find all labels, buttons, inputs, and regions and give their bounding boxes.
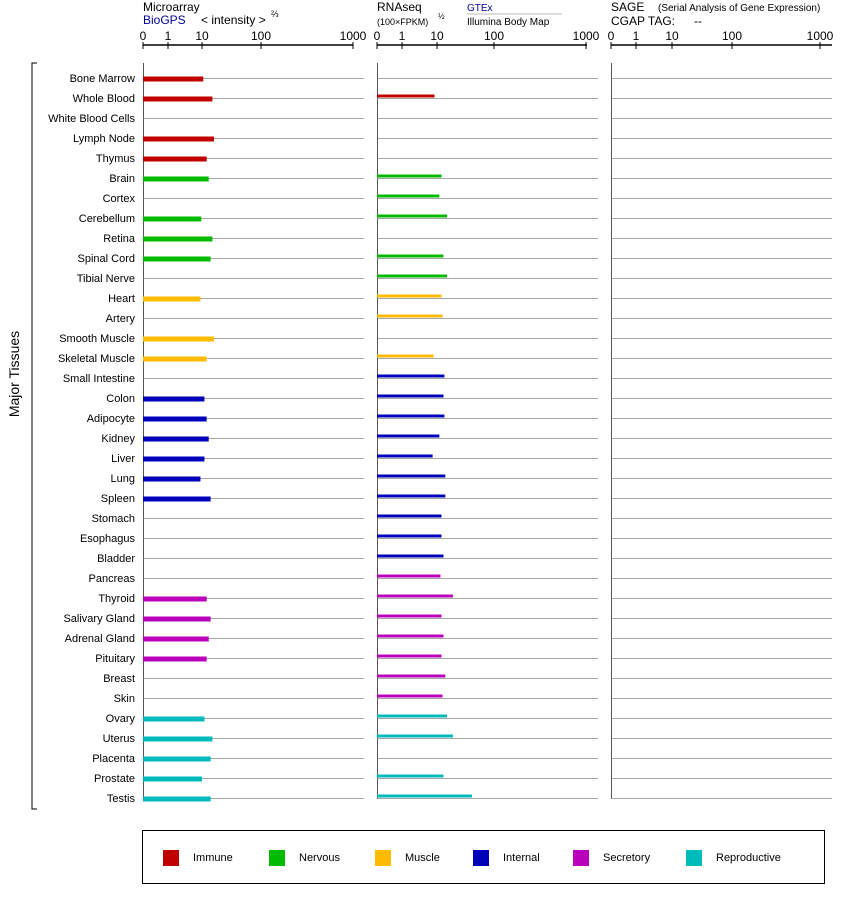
tissue-label: Kidney	[101, 433, 135, 445]
bar-rnaseq-liver	[377, 455, 433, 458]
bar-microarray-adrenal-gland	[143, 637, 209, 642]
tissue-label: Uterus	[102, 733, 135, 745]
legend-label: Internal	[503, 852, 540, 864]
bar-microarray-placenta	[143, 757, 211, 762]
tissue-label: Esophagus	[79, 533, 135, 545]
tissue-labels	[48, 73, 136, 805]
bar-rnaseq-skeletal-muscle	[377, 355, 434, 358]
bar-microarray-pituitary	[143, 657, 207, 662]
legend-item-nervous	[269, 850, 340, 866]
microarray-tick-label: 1	[164, 29, 172, 43]
bar-microarray-skeletal-muscle	[143, 357, 207, 362]
tissue-label: Brain	[109, 173, 135, 185]
tissue-label: Prostate	[94, 773, 135, 785]
bar-rnaseq-esophagus	[377, 535, 442, 538]
bar-rnaseq-prostate	[377, 775, 443, 778]
bar-rnaseq-stomach	[377, 515, 442, 518]
bar-rnaseq-cortex	[377, 195, 439, 198]
tissue-label: White Blood Cells	[48, 113, 135, 125]
sage-subtitle: (Serial Analysis of Gene Expression)	[658, 3, 821, 14]
bar-rnaseq-bladder	[377, 555, 443, 558]
sage-tick-label: 10	[665, 29, 679, 43]
sage-tick-label: 1000	[806, 29, 834, 43]
bar-microarray-liver	[143, 457, 204, 462]
tissue-label: Skin	[113, 693, 135, 705]
tissue-label: Adrenal Gland	[64, 633, 135, 645]
bar-rnaseq-pituitary	[377, 655, 442, 658]
rnaseq-tick-label: 1000	[572, 29, 600, 43]
bar-microarray-smooth-muscle	[143, 337, 214, 342]
sage-tick-label: 100	[721, 29, 743, 43]
bar-microarray-testis	[143, 797, 211, 802]
legend-label: Nervous	[299, 852, 340, 864]
bar-rnaseq-brain	[377, 175, 442, 178]
rnaseq-unit: (100×FPKM)	[377, 17, 429, 27]
tissue-label: Lymph Node	[73, 133, 135, 145]
bar-rnaseq-tibial-nerve	[377, 275, 447, 278]
tissue-label: Retina	[103, 233, 135, 245]
bar-microarray-heart	[143, 297, 200, 302]
bar-rnaseq-cerebellum	[377, 215, 447, 218]
bar-microarray-retina	[143, 237, 212, 242]
tissue-label: Adipocyte	[86, 413, 135, 425]
bar-rnaseq-breast	[377, 675, 445, 678]
bar-microarray-spinal-cord	[143, 257, 211, 262]
tissue-label: Heart	[108, 293, 135, 305]
bar-rnaseq-testis	[377, 795, 472, 798]
legend-label: Immune	[193, 852, 233, 864]
sage-tag-value: --	[694, 14, 702, 28]
legend-item-immune	[163, 850, 233, 866]
tissue-label: Colon	[106, 393, 135, 405]
bar-microarray-prostate	[143, 777, 202, 782]
sage-title: SAGE	[611, 0, 645, 14]
bar-microarray-lymph-node	[143, 137, 214, 142]
tissue-label: Artery	[105, 313, 135, 325]
microarray-title: Microarray	[143, 0, 200, 14]
legend-label: Secretory	[603, 852, 651, 864]
row-gridlines	[143, 79, 832, 799]
microarray-unit: < intensity >	[201, 13, 266, 27]
bar-rnaseq-salivary-gland	[377, 615, 442, 618]
bar-rnaseq-skin	[377, 695, 443, 698]
rnaseq-unit-exp: ½	[438, 12, 445, 21]
bar-rnaseq-thyroid	[377, 595, 453, 598]
tissue-label: Thymus	[95, 153, 135, 165]
bar-microarray-salivary-gland	[143, 617, 211, 622]
legend	[142, 830, 825, 884]
bar-microarray-thyroid	[143, 597, 207, 602]
microarray-tick-label: 100	[250, 29, 272, 43]
rnaseq-source-illumina[interactable]: Illumina Body Map	[467, 17, 550, 28]
bar-rnaseq-adrenal-gland	[377, 635, 443, 638]
legend-swatch	[269, 850, 285, 866]
legend-label: Reproductive	[716, 852, 781, 864]
legend-swatch	[473, 850, 489, 866]
legend-swatch	[686, 850, 702, 866]
legend-item-internal	[473, 850, 540, 866]
bar-rnaseq-heart	[377, 295, 442, 298]
bar-microarray-thymus	[143, 157, 207, 162]
bar-rnaseq-kidney	[377, 435, 439, 438]
legend-item-muscle	[375, 850, 440, 866]
sage-tag-label: CGAP TAG:	[611, 14, 676, 28]
bar-microarray-colon	[143, 397, 204, 402]
microarray-source[interactable]: BioGPS	[143, 13, 186, 27]
bar-rnaseq-lung	[377, 475, 445, 478]
tissue-label: Cortex	[102, 193, 135, 205]
tissue-label: Liver	[111, 453, 135, 465]
bar-rnaseq-whole-blood	[377, 95, 435, 98]
legend-item-secretory	[573, 850, 650, 866]
tissue-label: Skeletal Muscle	[57, 353, 135, 365]
bar-rnaseq-spinal-cord	[377, 255, 443, 258]
sage-tick-label: 0	[607, 29, 615, 43]
tissue-label: Smooth Muscle	[59, 333, 135, 345]
bar-microarray-adipocyte	[143, 417, 207, 422]
tissue-label: Pituitary	[95, 653, 135, 665]
tissue-label: Lung	[110, 473, 135, 485]
expression-bars	[143, 77, 472, 802]
tissue-label: Ovary	[105, 713, 135, 725]
bar-microarray-kidney	[143, 437, 209, 442]
y-group-label: Major Tissues	[6, 330, 22, 418]
tissue-label: Breast	[103, 673, 135, 685]
legend-swatch	[573, 850, 589, 866]
tissue-label: Testis	[106, 793, 135, 805]
tissue-label: Bladder	[97, 553, 135, 565]
y-group-bracket	[32, 63, 37, 809]
legend-item-reproductive	[686, 850, 781, 866]
bar-microarray-uterus	[143, 737, 212, 742]
bar-rnaseq-spleen	[377, 495, 445, 498]
rnaseq-tick-label: 1	[398, 29, 406, 43]
tissue-label: Tibial Nerve	[76, 273, 135, 285]
microarray-unit-exp: ⅔	[271, 9, 279, 19]
legend-swatch	[163, 850, 179, 866]
bar-microarray-whole-blood	[143, 97, 212, 102]
bar-microarray-ovary	[143, 717, 204, 722]
rnaseq-title: RNAseq	[377, 0, 422, 14]
tissue-label: Pancreas	[88, 573, 135, 585]
sage-tick-label: 1	[632, 29, 640, 43]
microarray-tick-label: 10	[195, 29, 209, 43]
bar-rnaseq-colon	[377, 395, 443, 398]
rnaseq-tick-label: 10	[430, 29, 444, 43]
bar-rnaseq-artery	[377, 315, 443, 318]
bar-rnaseq-small-intestine	[377, 375, 444, 378]
tissue-label: Spleen	[100, 493, 135, 505]
bar-microarray-lung	[143, 477, 200, 482]
tissue-label: Stomach	[91, 513, 135, 525]
bar-rnaseq-uterus	[377, 735, 453, 738]
bar-microarray-brain	[143, 177, 209, 182]
tissue-label: Bone Marrow	[69, 73, 135, 85]
tissue-label: Thyroid	[98, 593, 135, 605]
tissue-label: Salivary Gland	[63, 613, 135, 625]
tissue-label: Spinal Cord	[77, 253, 135, 265]
microarray-tick-label: 0	[139, 29, 147, 43]
legend-swatch	[375, 850, 391, 866]
bar-rnaseq-ovary	[377, 715, 447, 718]
tissue-label: Small Intestine	[62, 373, 135, 385]
rnaseq-tick-label: 100	[483, 29, 505, 43]
rnaseq-source-gtex[interactable]: GTEx	[467, 3, 493, 14]
bar-rnaseq-adipocyte	[377, 415, 444, 418]
rnaseq-tick-label: 0	[373, 29, 381, 43]
tissue-label: Whole Blood	[72, 93, 135, 105]
tissue-label: Placenta	[92, 753, 135, 765]
bar-microarray-spleen	[143, 497, 211, 502]
bar-microarray-bone-marrow	[143, 77, 203, 82]
bar-rnaseq-pancreas	[377, 575, 440, 578]
legend-label: Muscle	[405, 852, 440, 864]
tissue-label: Cerebellum	[78, 213, 135, 225]
microarray-tick-label: 1000	[339, 29, 367, 43]
panel-axes	[140, 29, 834, 799]
bar-microarray-cerebellum	[143, 217, 201, 222]
